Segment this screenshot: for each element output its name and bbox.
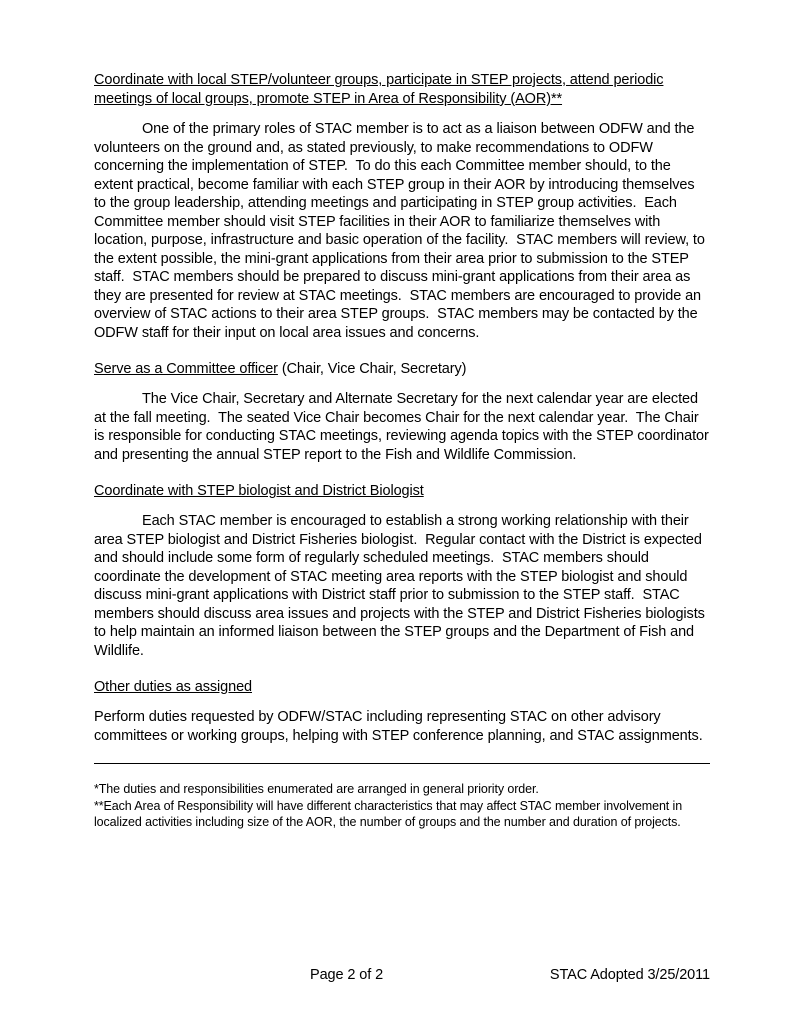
section-heading-officer-suffix: (Chair, Vice Chair, Secretary) [277,361,467,377]
page-number-label: Page 2 of 2 [310,967,384,983]
section-heading-biologist-text: Coordinate with STEP biologist and District Biologist [94,483,424,499]
section-biologist [94,482,710,660]
section-body-liaison: One of the primary roles of STAC member is to act as a liaison between ODFW and the volunteers on the ground and, as stated previously, to make recommendations to ODFW concerning the implementation of STEP. To do this each Committee member should, to the extent practical, become familiar with each STEP group in their AOR by introducing themselves to the group leadership, attending meetings and participating in STEP group activities. Each Committee member should visit STEP facilities in their AOR to familiarize themselves with location, purpose, infrastructure and basic operation of the facility. STAC members will review, to the extent possible, the mini-grant applications from their area prior to submission to the STEP staff. STAC members should be prepared to discuss mini-grant applications from their area as they are presented for review at STAC meetings. STAC members are encouraged to provide an overview of STAC actions to their area STEP groups. STAC members may be contacted by the ODFW staff for their input on local area issues and concerns. [94,121,709,341]
page-footer [94,966,710,986]
section-body-officer: The Vice Chair, Secretary and Alternate Secretary for the next calendar year are elected at the fall meeting. The seated Vice Chair becomes Chair for the next calendar year. The Chair is responsible for conducting STAC meetings, reviewing agenda topics with the STEP coordinator and presenting the annual STEP report to the Fish and Wildlife Commission. [94,391,713,463]
footnote-aor-characteristics: **Each Area of Responsibility will have different characteristics that may affect STAC member involvement in localized activities including size of the AOR, the number of groups and the number and duration of projects. [94,798,686,829]
footnotes [94,781,710,831]
adopted-date-label: STAC Adopted 3/25/2011 [549,967,710,983]
section-liaison [94,71,710,342]
footnote-priority-order: *The duties and responsibilities enumerated are arranged in general priority order. [94,782,539,796]
section-heading-liaison [94,71,710,109]
section-heading-liaison-text: Coordinate with local STEP/volunteer groups, participate in STEP projects, attend periodic meetings of local groups, promote STEP in Area of Responsibility (AOR)** [94,72,664,107]
section-heading-biologist [94,482,710,501]
section-heading-officer-text: Serve as a Committee officer [94,361,278,377]
section-other-duties [94,678,710,745]
section-body-biologist: Each STAC member is encouraged to establish a strong working relationship with their area STEP biologist and District Fisheries biologist. Regular contact with the District is expected and should include some form of regularly scheduled meetings. STAC members should coordinate the development of STAC meeting area reports with the STEP biologist and should discuss mini-grant applications with District staff prior to submission to the STEP staff. STAC members should discuss area issues and projects with the STEP and District Fisheries biologists to help maintain an informed liaison between the STEP groups and the Department of Fish and Wildlife. [94,513,709,659]
section-heading-other-duties-text: Other duties as assigned [94,679,252,695]
section-officer [94,360,713,464]
footnote-separator-rule [94,763,710,764]
section-heading-officer [94,360,710,379]
section-body-other-duties: Perform duties requested by ODFW/STAC including representing STAC on other advisory committees or working groups, helping with STEP conference planning, and STAC assignments. [94,709,703,744]
section-heading-other-duties [94,678,710,697]
